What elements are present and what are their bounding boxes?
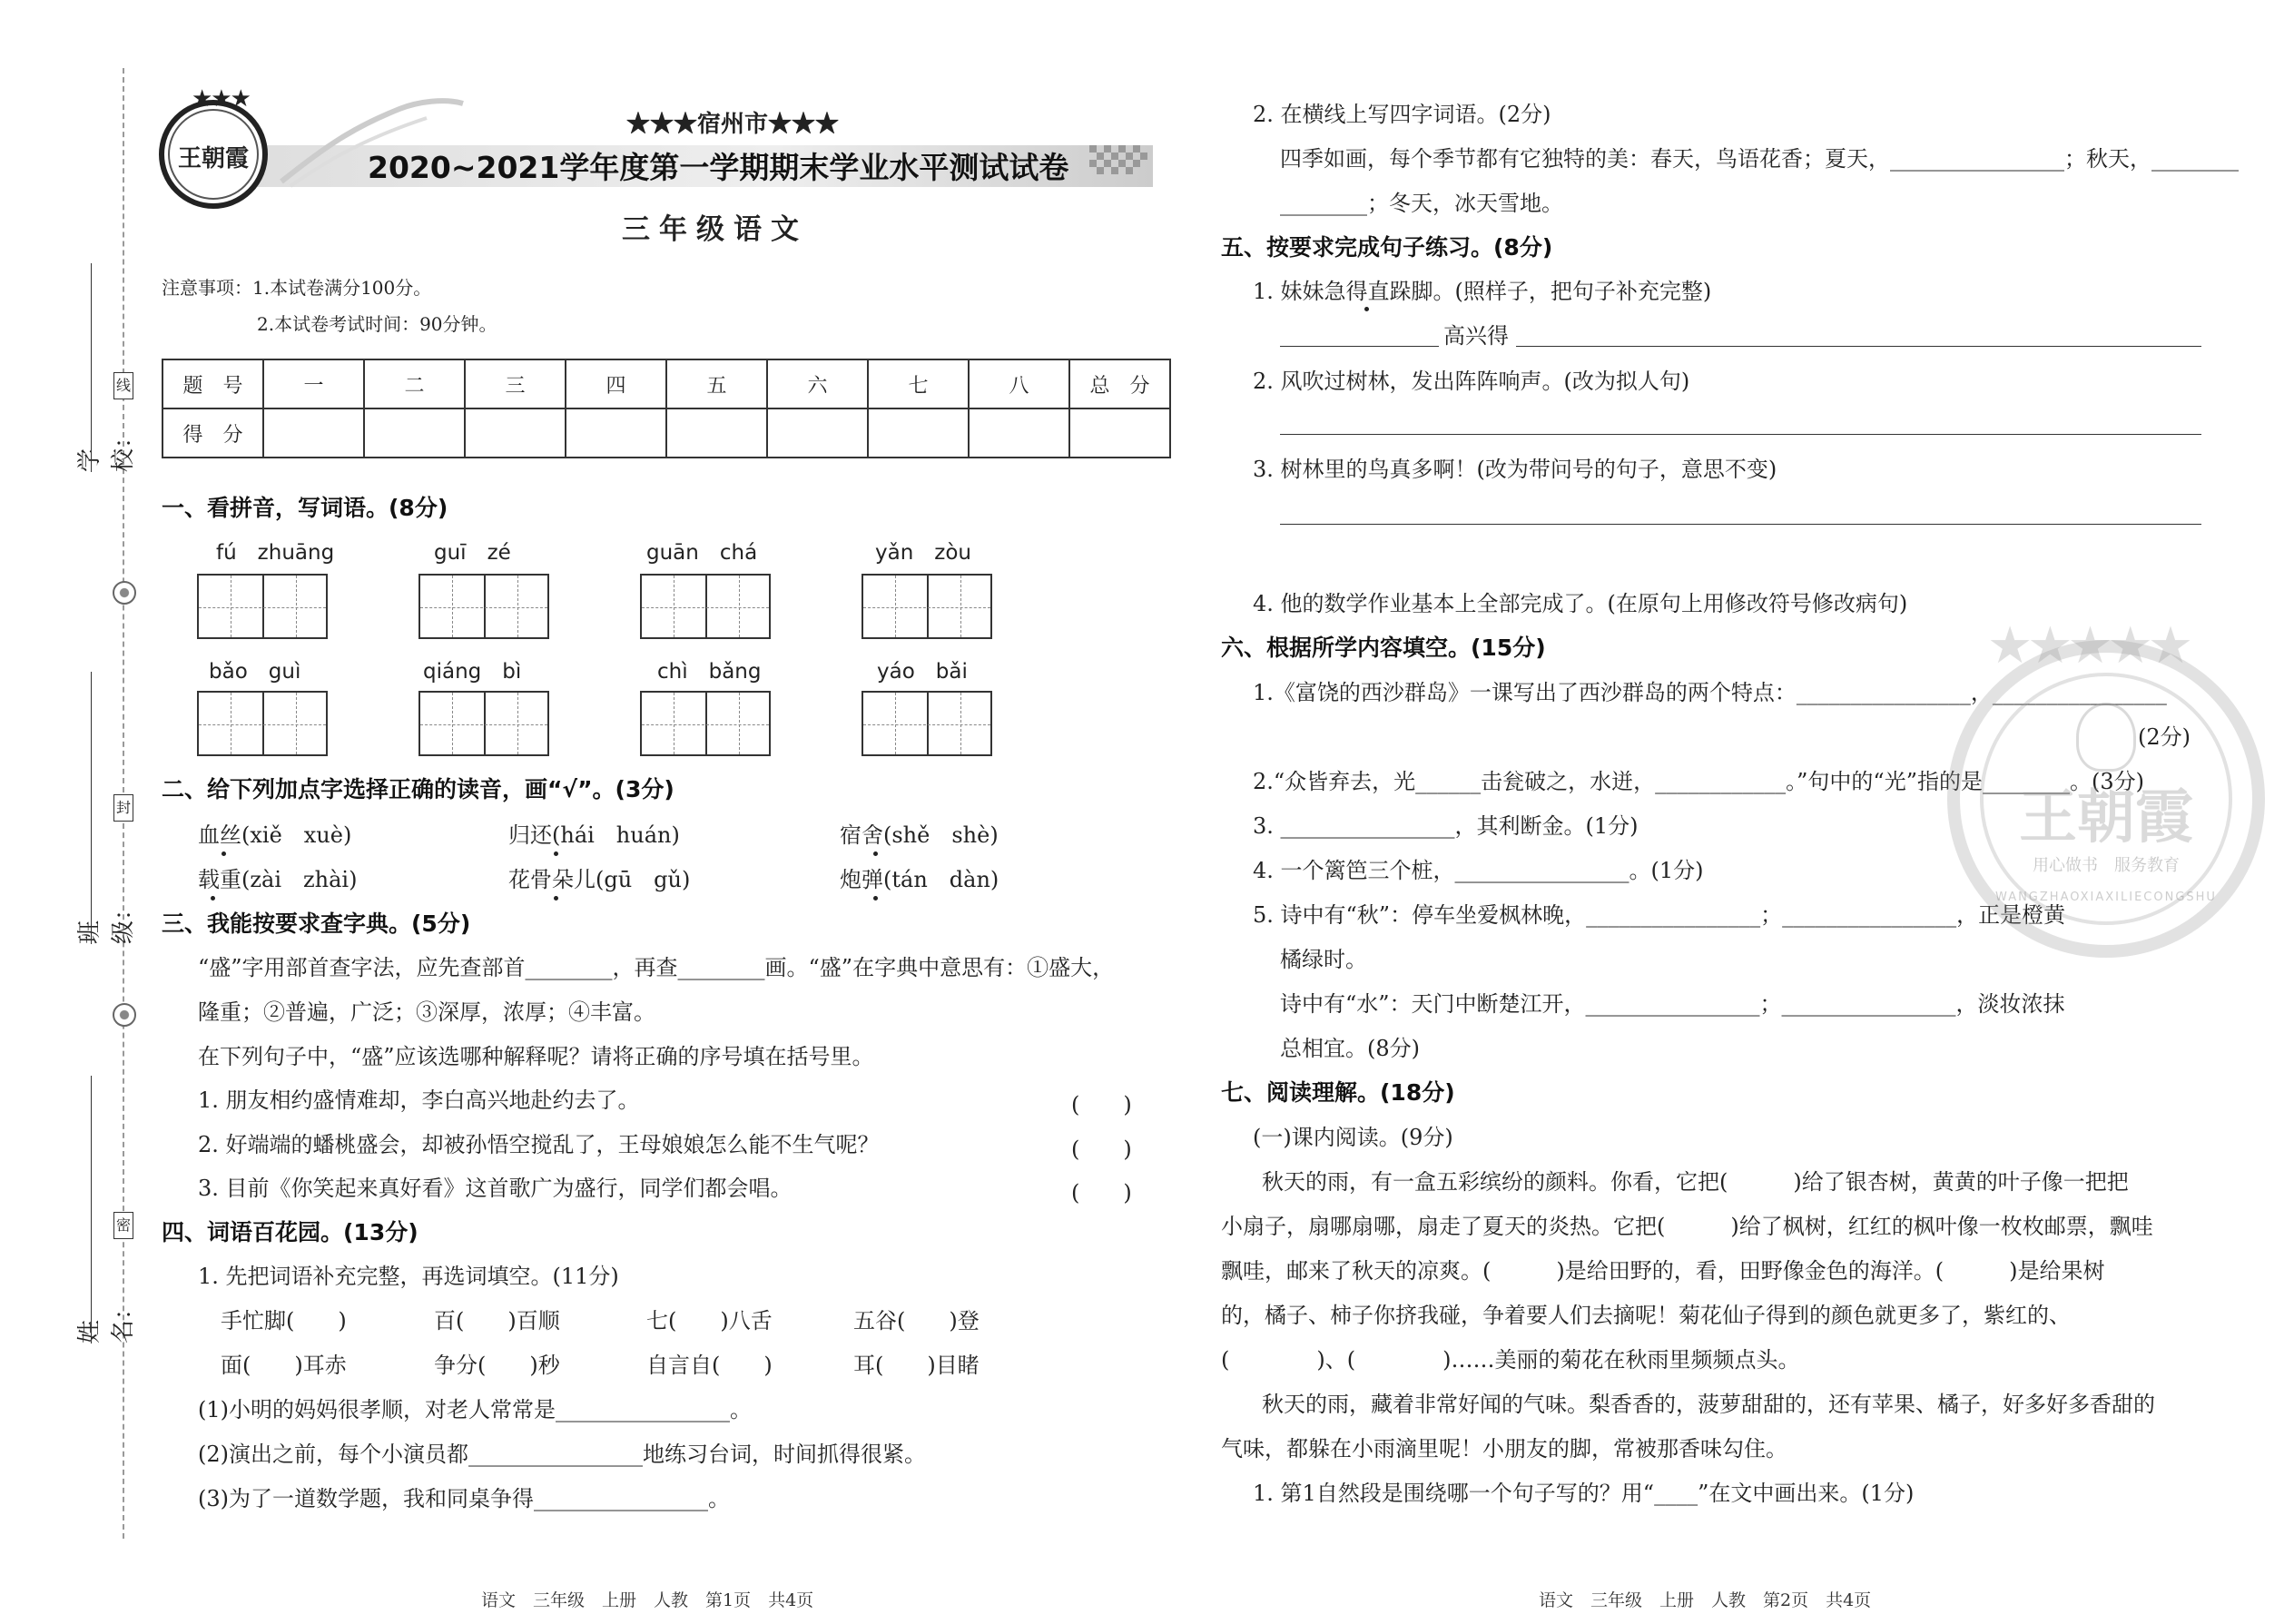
reading-choice-item[interactable]: 血丝(xiě xuè) bbox=[198, 822, 352, 848]
fill-sentence: (3)为了一道数学题，我和同桌争得________________。 bbox=[198, 1486, 730, 1511]
passage-line: ( )、( )……美丽的菊花在秋雨里频频点头。 bbox=[1221, 1347, 1800, 1373]
score-cell[interactable] bbox=[767, 408, 868, 458]
writing-grid[interactable] bbox=[197, 574, 328, 639]
emphasis-dot bbox=[211, 896, 215, 901]
score-cell[interactable] bbox=[868, 408, 969, 458]
pinyin-label: yáo bǎi bbox=[877, 660, 968, 684]
score-cell[interactable] bbox=[969, 408, 1069, 458]
mark-feng: 封 bbox=[113, 794, 133, 822]
name-label: 姓名： bbox=[76, 1295, 137, 1343]
score-cell[interactable] bbox=[263, 408, 364, 458]
stamp-stars-icon: ★★★★★ bbox=[1987, 616, 2189, 675]
writing-grid[interactable] bbox=[418, 691, 549, 756]
footer-left: 语文 三年级 上册 人教 第1页 共4页 bbox=[481, 1590, 814, 1610]
score-header-cell: 二 bbox=[364, 359, 465, 408]
page-title: 三年级语文 bbox=[622, 213, 808, 246]
idiom-item[interactable]: 七( )八舌 bbox=[646, 1308, 773, 1334]
score-table bbox=[162, 359, 1171, 458]
header-title: 2020~2021学年度第一学期期末学业水平测试试卷 bbox=[368, 150, 1069, 185]
idiom-item[interactable]: 争分( )秒 bbox=[434, 1353, 560, 1378]
score-header-cell: 一 bbox=[263, 359, 364, 408]
emphasis-dot bbox=[554, 851, 558, 856]
passage-line: 秋天的雨，有一盒五彩缤纷的颜料。你看，它把( )给了银杏树，黄黄的叶子像一把把 bbox=[1262, 1169, 2129, 1195]
idiom-item[interactable]: 面( )耳赤 bbox=[221, 1353, 347, 1378]
writing-grid[interactable] bbox=[640, 691, 771, 756]
idiom-item[interactable]: 百( )百顺 bbox=[434, 1308, 560, 1334]
fill-question: 橘绿时。 bbox=[1280, 947, 1367, 972]
score-header-cell: 五 bbox=[666, 359, 767, 408]
section-7-title: 七、阅读理解。(18分) bbox=[1221, 1079, 1455, 1106]
notes-line2: 2.本试卷考试时间：90分钟。 bbox=[257, 313, 497, 335]
class-label: 班级： bbox=[76, 896, 137, 944]
passage-line: 秋天的雨，藏着非常好闻的气味。梨香香的，菠萝甜甜的，还有苹果、橘子，好多好多香甜的 bbox=[1262, 1392, 2155, 1417]
fill-question: 1.《富饶的西沙群岛》一课写出了西沙群岛的两个特点：________________，________________ bbox=[1253, 680, 2167, 705]
writing-grid[interactable] bbox=[861, 691, 992, 756]
idiom-item[interactable]: 耳( )目睹 bbox=[853, 1353, 980, 1378]
mark-xian: 线 bbox=[113, 372, 133, 399]
section-4-title: 四、词语百花园。(13分) bbox=[162, 1219, 418, 1245]
school-field[interactable] bbox=[91, 263, 92, 472]
pinyin-label: yǎn zòu bbox=[875, 541, 972, 565]
stamp-name: 王朝霞 bbox=[2019, 783, 2193, 851]
fill-sentence: (1)小明的妈妈很孝顺，对老人常常是________________。 bbox=[198, 1397, 752, 1422]
score-row-label: 得 分 bbox=[162, 408, 263, 458]
fill-question: 总相宜。(8分) bbox=[1280, 1036, 1420, 1061]
example-fill-word: 高兴得 bbox=[1443, 323, 1509, 349]
brand-logo bbox=[159, 85, 268, 209]
reading-choice-item[interactable]: 宿舍(shě shè) bbox=[840, 822, 999, 848]
emphasis-dot bbox=[554, 896, 558, 901]
pinyin-label: bǎo guì bbox=[209, 660, 301, 684]
pinyin-label: guān chá bbox=[646, 541, 758, 565]
score-cell[interactable] bbox=[465, 408, 566, 458]
fill-question: 诗中有“水”：天门中断楚江开，________________；________________，淡妆浓抹 bbox=[1280, 991, 2065, 1017]
stamp-ring-text: WANGZHAOXIAXILIECONGSHU bbox=[1995, 891, 2217, 904]
stamp-slogan: 用心做书 服务教育 bbox=[2033, 856, 2180, 875]
pinyin-label: fú zhuāng bbox=[216, 541, 335, 565]
idiom-item[interactable]: 自言自( ) bbox=[646, 1353, 773, 1378]
emphasis-dot bbox=[873, 851, 878, 856]
pinyin-label: chì bǎng bbox=[657, 660, 762, 684]
fill-question: 5. 诗中有“秋”：停车坐爱枫林晚，________________；________________，正是橙黄 bbox=[1253, 902, 2066, 928]
writing-grid[interactable] bbox=[640, 574, 771, 639]
reading-choice-item[interactable]: 载重(zài zhài) bbox=[198, 867, 358, 892]
score-header-cell: 七 bbox=[868, 359, 969, 408]
dict-question: 1. 朋友相约盛情难却，李白高兴地赴约去了。 bbox=[198, 1088, 640, 1113]
section-5-title: 五、按要求完成句子练习。(8分) bbox=[1221, 234, 1553, 261]
sentence-question: 1. 妹妹急得直跺脚。(照样子，把句子补充完整) bbox=[1253, 279, 1712, 304]
fill-question: 2.“众皆弃去，光______击瓮破之，水迸，____________。”句中的“光”指的是________。(3分) bbox=[1253, 769, 2144, 794]
four-char-line: ________；冬天，冰天雪地。 bbox=[1280, 191, 1563, 216]
score-table-score-row bbox=[162, 408, 1170, 458]
sentence-question: 4. 他的数学作业基本上全部完成了。(在原句上用修改符号修改病句) bbox=[1253, 591, 1908, 616]
crown-icon: ★★★ bbox=[192, 85, 250, 113]
answer-line[interactable] bbox=[1280, 434, 2201, 435]
footer-right: 语文 三年级 上册 人教 第2页 共4页 bbox=[1539, 1590, 1872, 1610]
score-cell[interactable] bbox=[566, 408, 666, 458]
emphasis-dot bbox=[222, 851, 226, 856]
class-field[interactable] bbox=[91, 672, 92, 944]
score-header-cell: 八 bbox=[969, 359, 1069, 408]
header-checker-pattern bbox=[1089, 136, 1153, 191]
answer-line[interactable] bbox=[1516, 346, 2201, 347]
four-char-line: 四季如画，每个季节都有它独特的美：春天，鸟语花香；夏天，________________；秋天，________ bbox=[1280, 146, 2239, 172]
binding-hole-icon bbox=[113, 581, 136, 605]
dict-question: 2. 好端端的蟠桃盛会，却被孙悟空搅乱了，王母娘娘怎么能不生气呢？ bbox=[198, 1132, 880, 1157]
idiom-item[interactable]: 手忙脚( ) bbox=[221, 1308, 347, 1334]
notes-line1: 注意事项：1.本试卷满分100分。 bbox=[162, 277, 432, 299]
writing-grid[interactable] bbox=[418, 574, 549, 639]
section-6-title: 六、根据所学内容填空。(15分) bbox=[1221, 635, 1546, 661]
mark-mi: 密 bbox=[113, 1212, 133, 1239]
emphasis-dot bbox=[1364, 307, 1369, 311]
header-city: ★★★宿州市★★★ bbox=[626, 111, 840, 138]
sentence-question: 2. 风吹过树林，发出阵阵响声。(改为拟人句) bbox=[1253, 369, 1690, 394]
publisher-stamp bbox=[1947, 616, 2265, 958]
score-cell[interactable] bbox=[666, 408, 767, 458]
idiom-item[interactable]: 五谷( )登 bbox=[853, 1308, 980, 1334]
score-header-cell: 三 bbox=[465, 359, 566, 408]
score-table-header-row bbox=[162, 359, 1170, 408]
stamp-portrait-icon bbox=[2076, 703, 2136, 772]
fill-score: (2分) bbox=[2138, 724, 2191, 750]
fill-question: 3. ________________，其利断金。(1分) bbox=[1253, 813, 1639, 839]
fill-question: 4. 一个篱笆三个桩，________________。(1分) bbox=[1253, 858, 1704, 883]
dict-para-3: 在下列句子中，“盛”应该选哪种解释呢？请将正确的序号填在括号里。 bbox=[198, 1044, 874, 1069]
answer-line[interactable] bbox=[1280, 346, 1439, 347]
score-header-cell: 四 bbox=[566, 359, 666, 408]
writing-grid[interactable] bbox=[861, 574, 992, 639]
dict-para-2: 隆重；②普遍，广泛；③深厚，浓厚；④丰富。 bbox=[198, 999, 655, 1025]
score-header-cell: 六 bbox=[767, 359, 868, 408]
dict-para-1: “盛”字用部首查字法，应先查部首________，再查________画。“盛”在字典中意思有：①盛大， bbox=[198, 955, 1115, 980]
passage-line: 的，橘子、柿子你挤我碰，争着要人们去摘呢！菊花仙子得到的颜色就更多了，紫红的、 bbox=[1221, 1303, 2071, 1328]
pinyin-label: guī zé bbox=[434, 541, 511, 565]
score-cell[interactable] bbox=[364, 408, 465, 458]
sentence-question: 3. 树林里的鸟真多啊！(改为带问号的句子，意思不变) bbox=[1253, 457, 1777, 482]
reading-choice-item[interactable]: 炮弹(tán dàn) bbox=[840, 867, 999, 892]
school-label: 学校： bbox=[76, 424, 137, 472]
answer-line[interactable] bbox=[1280, 524, 2201, 525]
score-header-cell: 总 分 bbox=[1069, 359, 1170, 408]
reading-choice-item[interactable]: 归还(hái huán) bbox=[508, 822, 680, 848]
section-2-title: 二、给下列加点字选择正确的读音，画“√”。(3分) bbox=[162, 776, 674, 802]
emphasis-dot bbox=[873, 896, 878, 901]
passage-line: 小扇子，扇哪扇哪，扇走了夏天的炎热。它把( )给了枫树，红红的枫叶像一枚枚邮票，飘哇 bbox=[1221, 1214, 2153, 1239]
answer-paren[interactable]: ( ) bbox=[1071, 1092, 1132, 1117]
sub-question: 2. 在横线上写四字词语。(2分) bbox=[1253, 102, 1551, 127]
binding-hole-icon bbox=[113, 1003, 136, 1027]
score-header-cell: 题 号 bbox=[162, 359, 263, 408]
pinyin-label: qiáng bì bbox=[423, 660, 522, 684]
passage-line: 飘哇，邮来了秋天的凉爽。( )是给田野的，看，田野像金色的海洋。( )是给果树 bbox=[1221, 1258, 2105, 1284]
section-1-title: 一、看拼音，写词语。(8分) bbox=[162, 495, 448, 521]
answer-paren[interactable]: ( ) bbox=[1071, 1180, 1132, 1206]
section-3-title: 三、我能按要求查字典。(5分) bbox=[162, 910, 471, 937]
sub-question: 1. 先把词语补充完整，再选词填空。(11分) bbox=[198, 1264, 619, 1289]
fill-sentence: (2)演出之前，每个小演员都________________地练习台词，时间抓得很紧。 bbox=[198, 1442, 926, 1467]
writing-grid[interactable] bbox=[197, 691, 328, 756]
sub-question: (一)课内阅读。(9分) bbox=[1253, 1125, 1453, 1150]
logo-text: 王朝霞 bbox=[177, 145, 249, 172]
reading-choice-item[interactable]: 花骨朵儿(gū gǔ) bbox=[508, 867, 691, 892]
answer-paren[interactable]: ( ) bbox=[1071, 1137, 1132, 1162]
passage-line: 气味，都躲在小雨滴里呢！小朋友的脚，常被那香味勾住。 bbox=[1221, 1436, 1787, 1462]
reading-question: 1. 第1自然段是围绕哪一个句子写的？用“____”在文中画出来。(1分) bbox=[1253, 1481, 1915, 1506]
binding-margin bbox=[0, 0, 136, 1624]
dict-question: 3. 目前《你笑起来真好看》这首歌广为盛行，同学们都会唱。 bbox=[198, 1176, 793, 1201]
score-cell[interactable] bbox=[1069, 408, 1170, 458]
name-field[interactable] bbox=[91, 1076, 92, 1343]
